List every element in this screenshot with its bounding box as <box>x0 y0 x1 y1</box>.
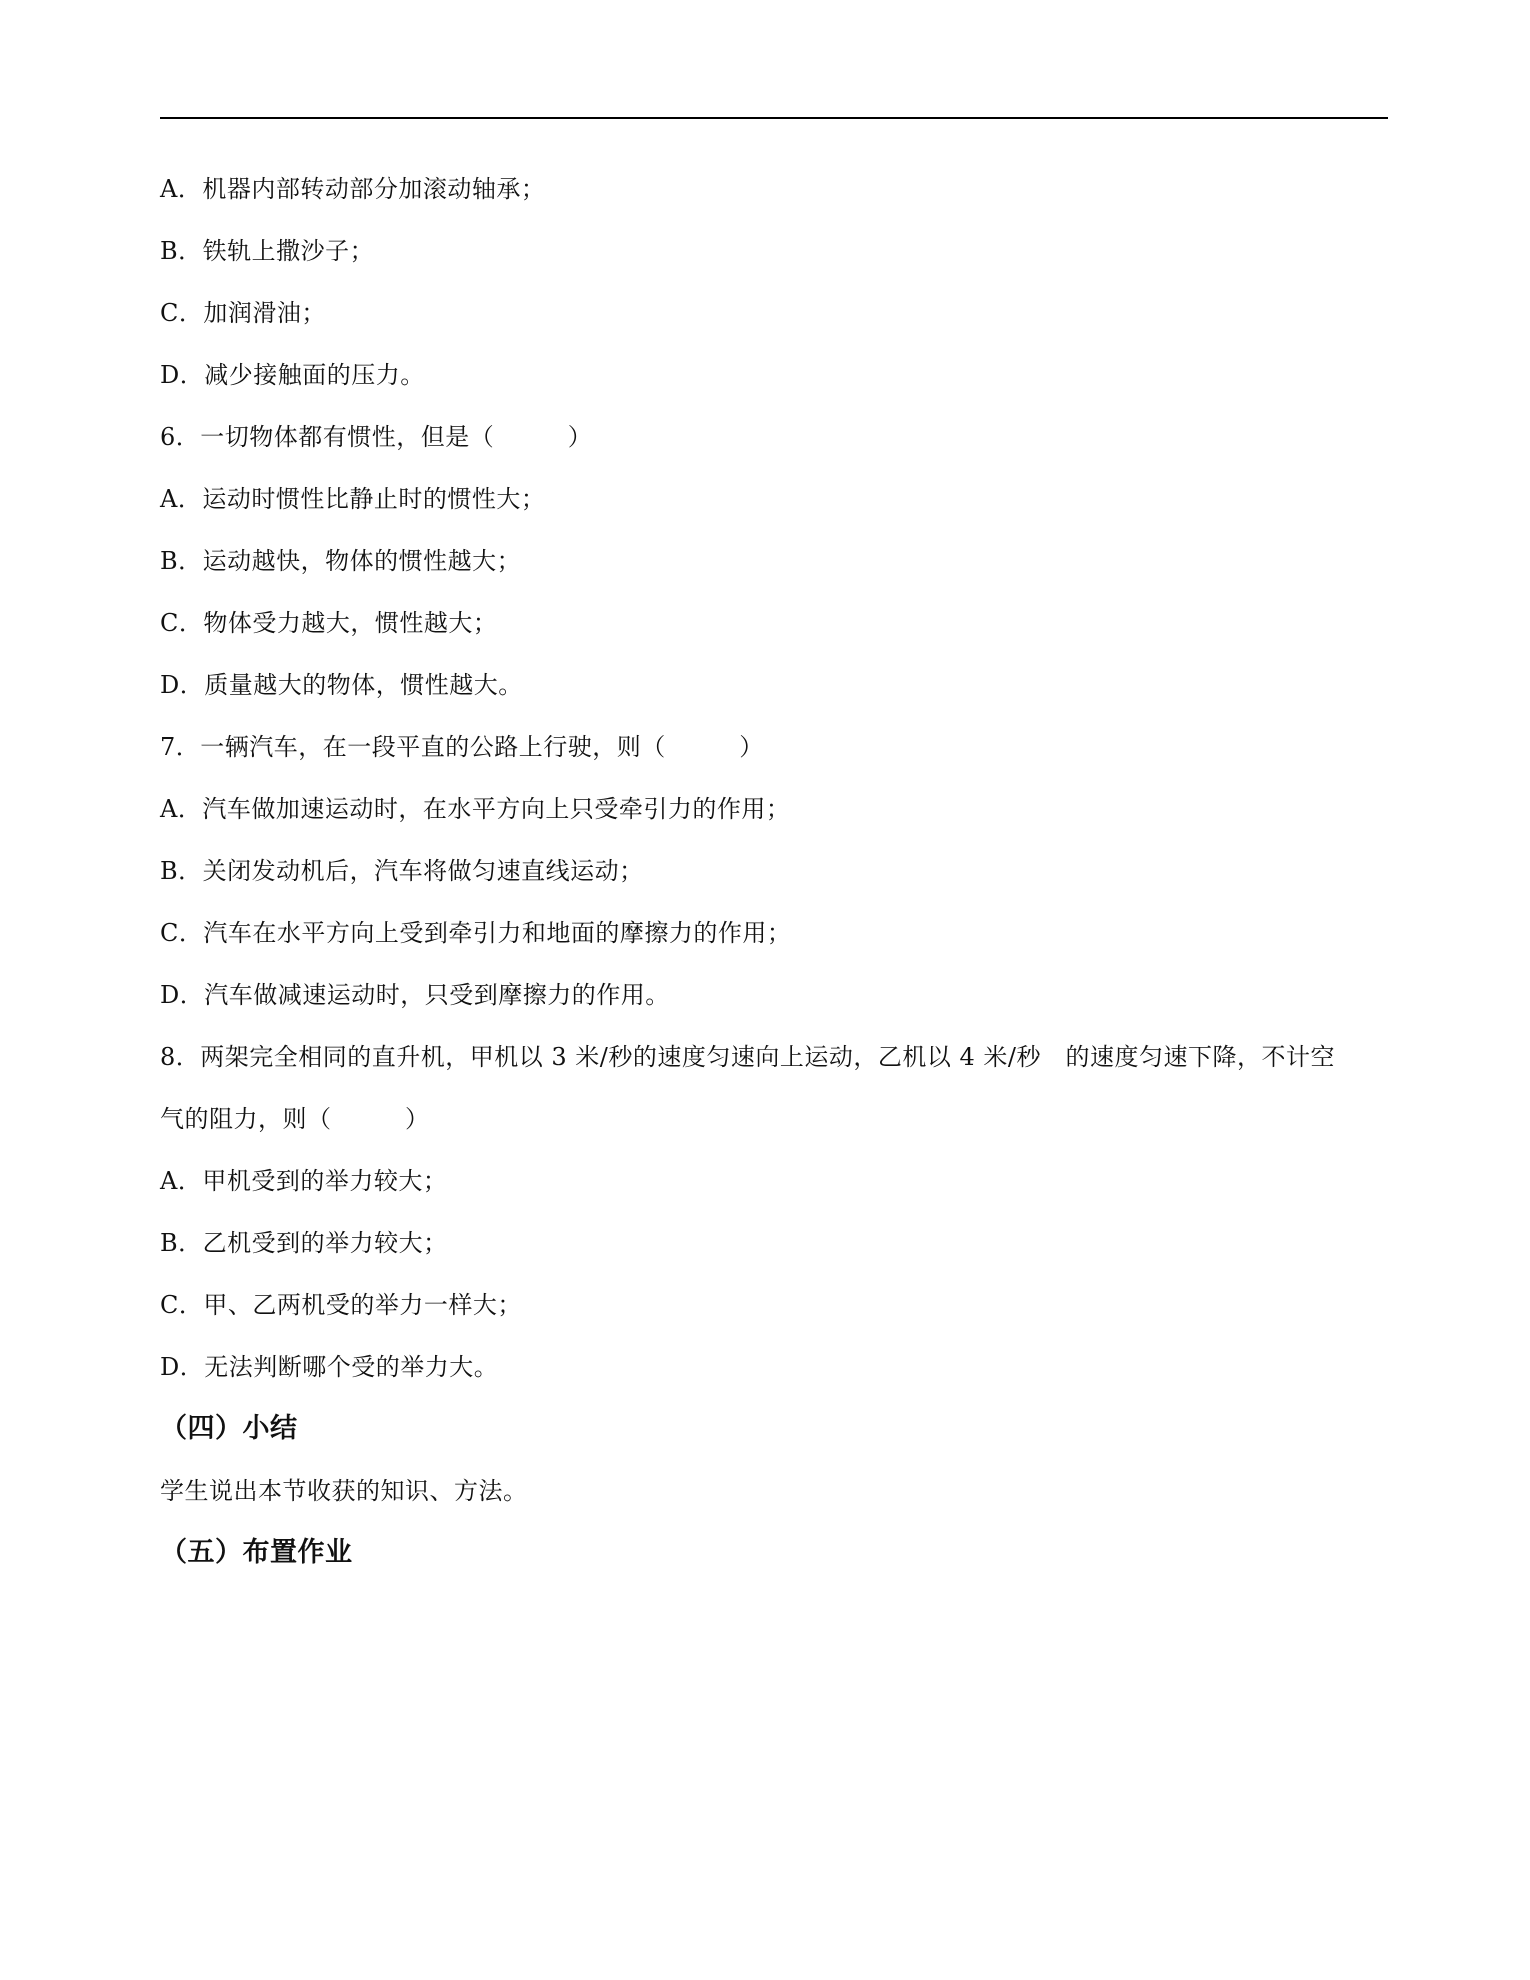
summary-text: 学生说出本节收获的知识、方法。 <box>160 1477 528 1505</box>
section-heading-summary: （四）小结 <box>160 1413 298 1444</box>
option-8c: C．甲、乙两机受的举力一样大； <box>160 1291 522 1319</box>
option-8a: A．甲机受到的举力较大； <box>160 1167 448 1195</box>
option-6c: C．物体受力越大，惯性越大； <box>160 609 498 637</box>
header-rule <box>160 117 1388 119</box>
section-heading-homework: （五）布置作业 <box>160 1537 353 1568</box>
option-8d: D．无法判断哪个受的举力大。 <box>160 1353 499 1381</box>
option-5b: B．铁轨上撒沙子； <box>160 237 375 265</box>
option-5c: C．加润滑油； <box>160 299 326 327</box>
question-8-line-1: 8．两架完全相同的直升机，甲机以 3 米/秒的速度匀速向上运动，乙机以 4 米/秒 的速度匀速下降，不计空 <box>160 1043 1335 1071</box>
option-7c: C．汽车在水平方向上受到牵引力和地面的摩擦力的作用； <box>160 919 792 947</box>
option-7a: A．汽车做加速运动时，在水平方向上只受牵引力的作用； <box>160 795 791 823</box>
question-8-line-2: 气的阻力，则（ ） <box>160 1105 430 1133</box>
document-body <box>160 158 1390 1584</box>
question-7: 7．一辆汽车，在一段平直的公路上行驶，则（ ） <box>160 733 764 761</box>
option-5d: D．减少接触面的压力。 <box>160 361 425 389</box>
option-8b: B．乙机受到的举力较大； <box>160 1229 448 1257</box>
option-7b: B．关闭发动机后，汽车将做匀速直线运动； <box>160 857 644 885</box>
option-6d: D．质量越大的物体，惯性越大。 <box>160 671 523 699</box>
option-6b: B．运动越快，物体的惯性越大； <box>160 547 522 575</box>
question-6: 6．一切物体都有惯性，但是（ ） <box>160 423 593 451</box>
option-6a: A．运动时惯性比静止时的惯性大； <box>160 485 546 513</box>
option-5a: A．机器内部转动部分加滚动轴承； <box>160 175 546 203</box>
option-7d: D．汽车做减速运动时，只受到摩擦力的作用。 <box>160 981 670 1009</box>
